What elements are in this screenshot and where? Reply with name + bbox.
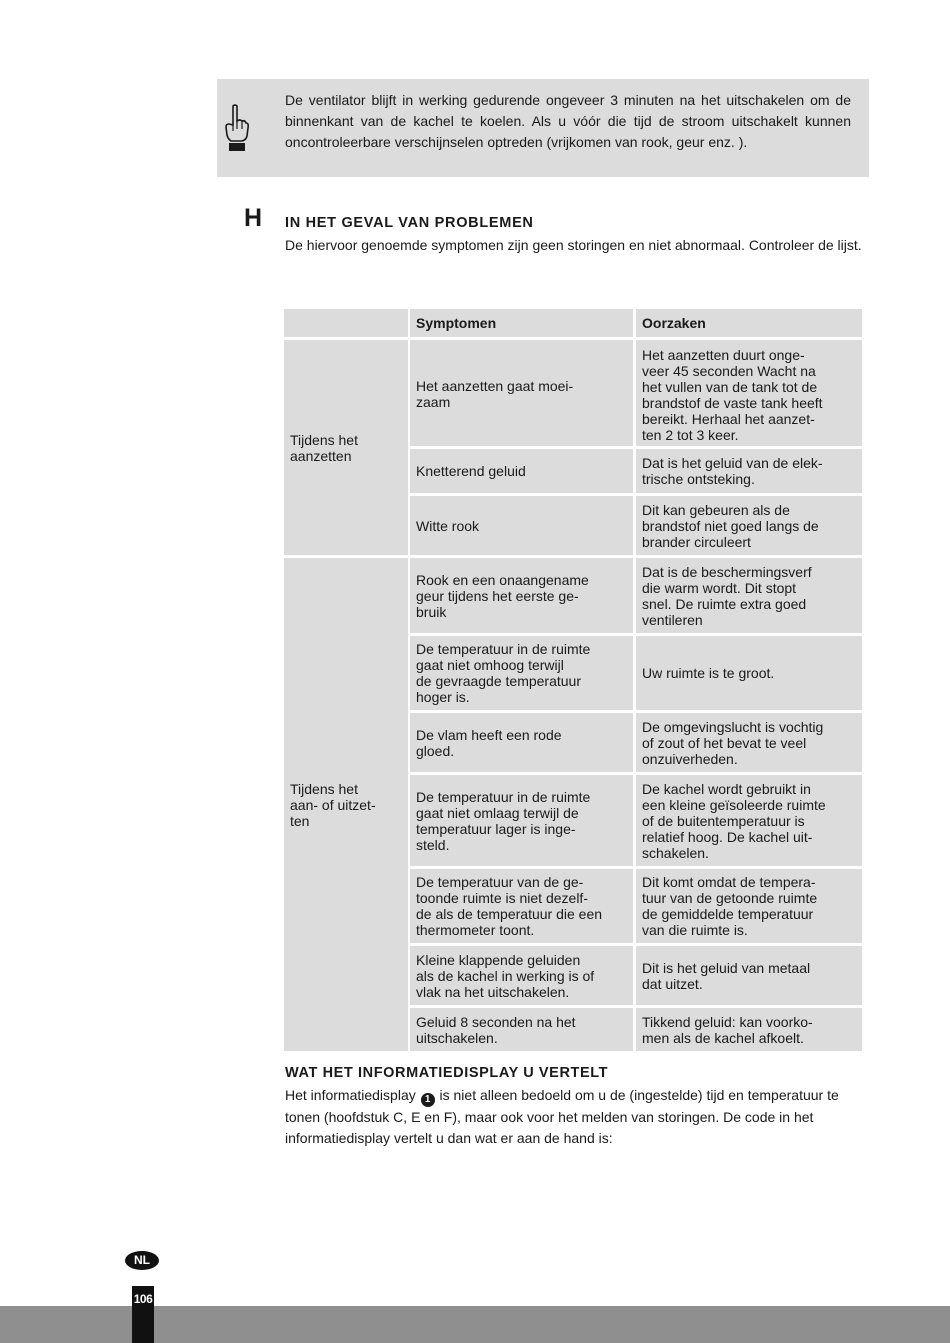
header-symptomen: Symptomen — [410, 309, 633, 337]
header-empty — [284, 309, 408, 337]
table-row-symptom: Rook en een onaangename geur tijdens het eerste ge- bruik — [410, 558, 633, 633]
table-row-symptom: De temperatuur in de ruimte gaat niet omhoog terwijl de gevraagde temperatuur hoger is. — [410, 636, 633, 710]
display-text-after: is niet alleen bedoeld om u de (ingestelde) tijd en temperatuur te tonen (hoofdstuk C, E en F), maar ook voor het melden van storingen. De code in het informatiedisplay vertelt u dan wat er aan de hand is: — [285, 1087, 839, 1146]
header-oorzaken: Oorzaken — [636, 309, 862, 337]
section-title: IN HET GEVAL VAN PROBLEMEN — [285, 215, 534, 231]
warning-note — [217, 79, 869, 177]
pointing-hand-icon — [223, 103, 249, 153]
table-row-symptom: Geluid 8 seconden na het uitschakelen. — [410, 1008, 633, 1051]
table-row-cause: Uw ruimte is te groot. — [636, 636, 862, 710]
table-row-symptom: Witte rook — [410, 496, 633, 555]
table-row-cause: Dat is de beschermingsverf die warm wordt. Dit stopt snel. De ruimte extra goed ventileren — [636, 558, 862, 633]
display-marker-icon: 1 — [421, 1093, 435, 1107]
table-row-cause: De kachel wordt gebruikt in een kleine geïsoleerde ruimte of de buitentemperatuur is relatief hoog. De kachel uit- schakelen. — [636, 775, 862, 866]
table-row-cause: Dit kan gebeuren als de brandstof niet goed langs de brander circuleert — [636, 496, 862, 555]
table-row-symptom: Kleine klappende geluiden als de kachel in werking is of vlak na het uitschakelen. — [410, 946, 633, 1005]
table-row-symptom: Knetterend geluid — [410, 449, 633, 493]
language-badge: NL — [125, 1251, 159, 1270]
table-row-cause: Tikkend geluid: kan voorko- men als de kachel afkoelt. — [636, 1008, 862, 1051]
group-label-aan-uitzetten: Tijdens het aan- of uitzet- ten — [284, 558, 408, 1051]
display-section-title: WAT HET INFORMATIEDISPLAY U VERTELT — [285, 1065, 609, 1081]
table-row-cause: De omgevingslucht is vochtig of zout of het bevat te veel onzuiverheden. — [636, 713, 862, 772]
page-number: 106 — [133, 1292, 153, 1306]
table-row-cause: Het aanzetten duurt onge- veer 45 seconden Wacht na het vullen van de tank tot de brandstof de vaste tank heeft bereikt. Herhaal het aanzet- ten 2 tot 3 keer. — [636, 340, 862, 446]
group-label-aanzetten: Tijdens het aanzetten — [284, 340, 408, 555]
table-row-cause: Dit is het geluid van metaal dat uitzet. — [636, 946, 862, 1005]
table-row-cause: Dat is het geluid van de elek- trische ontsteking. — [636, 449, 862, 493]
section-intro: De hiervoor genoemde symptomen zijn geen storingen en niet abnormaal. Controleer de lijst. — [285, 237, 862, 253]
display-text-before: Het informatiedisplay — [285, 1087, 416, 1103]
note-text: De ventilator blijft in werking gedurende ongeveer 3 minuten na het uitschakelen om de binnenkant van de kachel te koelen. Als u vóór die tijd de stroom uitschakelt kunnen oncontroleerbare verschijnselen optreden (vrijkomen van rook, geur enz. ). — [285, 92, 851, 150]
table-row-symptom: De temperatuur in de ruimte gaat niet omlaag terwijl de temperatuur lager is inge- steld. — [410, 775, 633, 866]
table-row-cause: Dit komt omdat de tempera- tuur van de getoonde ruimte de gemiddelde temperatuur van die ruimte is. — [636, 869, 862, 943]
table-row-symptom: Het aanzetten gaat moei- zaam — [410, 340, 633, 446]
section-letter: H — [244, 204, 263, 232]
display-section-text — [285, 1085, 875, 1149]
table-row-symptom: De temperatuur van de ge- toonde ruimte is niet dezelf- de als de temperatuur die een thermometer toont. — [410, 869, 633, 943]
table-row-symptom: De vlam heeft een rode gloed. — [410, 713, 633, 772]
